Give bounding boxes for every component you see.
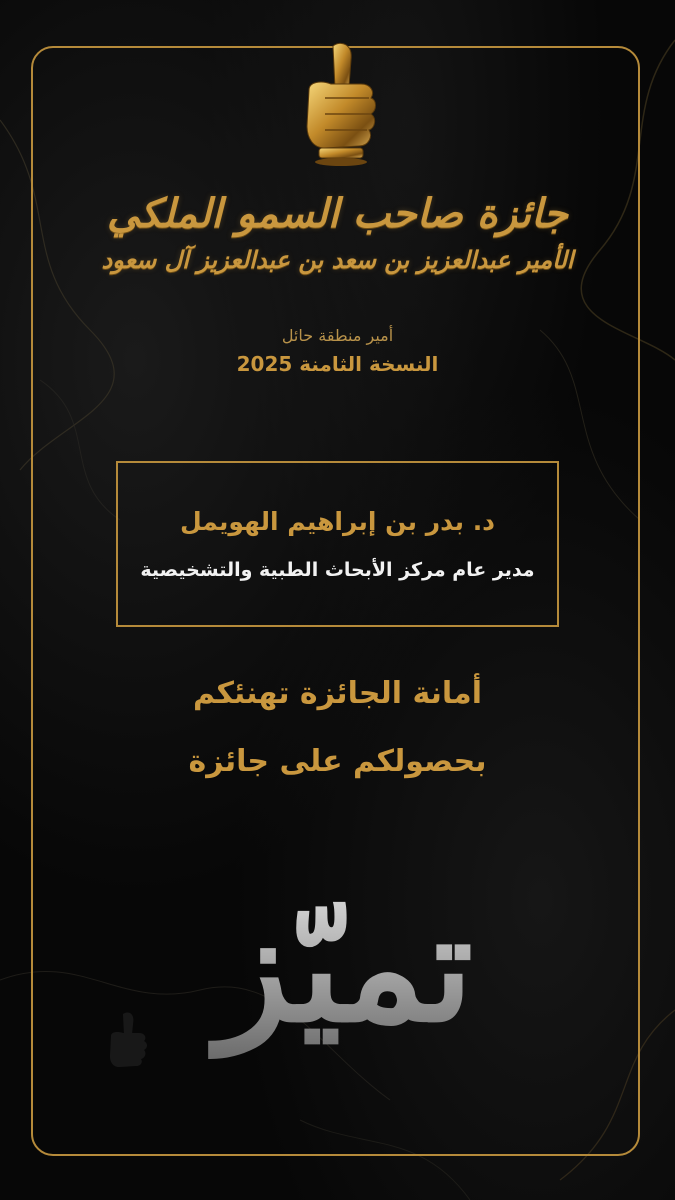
congrats-line1: أمانة الجائزة تهنئكم bbox=[192, 676, 483, 711]
svg-text:تميّز: تميّز bbox=[216, 880, 474, 1056]
award-title-line1: جائزة صاحب السمو الملكي bbox=[107, 190, 568, 237]
recipient-box bbox=[116, 461, 559, 627]
recipient-title: مدير عام مركز الأبحاث الطبية والتشخيصية bbox=[140, 559, 535, 581]
edition-label: النسخة الثامنة 2025 bbox=[236, 352, 439, 376]
congrats-line2: بحصولكم على جائزة bbox=[188, 744, 487, 779]
award-title-line2: الأمير عبدالعزيز بن سعد بن عبدالعزيز آل سعود bbox=[101, 245, 574, 274]
faint-thumbs-up-icon bbox=[105, 1010, 150, 1070]
excellence-calligraphy-icon bbox=[216, 845, 474, 1060]
golden-thumbs-up-icon bbox=[295, 38, 385, 168]
recipient-name: د. بدر بن إبراهيم الهويمل bbox=[179, 507, 496, 536]
region-label: أمير منطقة حائل bbox=[281, 326, 394, 345]
